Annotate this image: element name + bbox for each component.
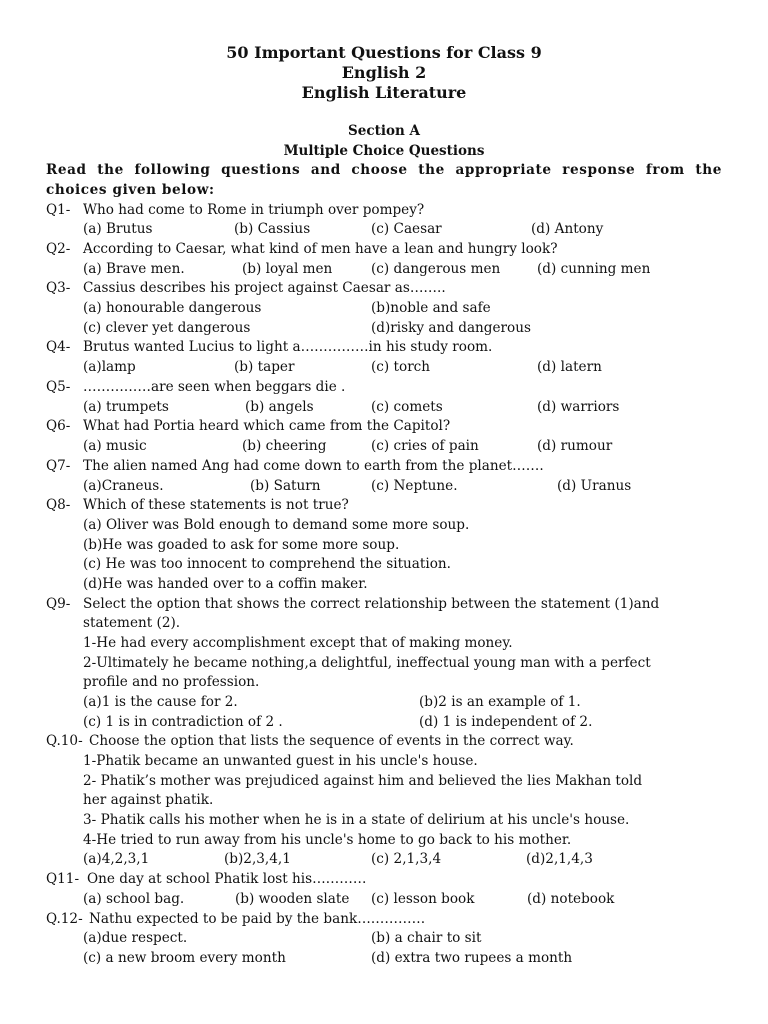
option: (a) Oliver was Bold enough to demand some more soup. (83, 517, 470, 533)
question-text: Which of these statements is not true? (83, 497, 349, 513)
option: (d)risky and dangerous (371, 320, 531, 336)
option: (c) lesson book (371, 891, 475, 907)
option: (b) angels (245, 399, 314, 415)
option: (c) comets (371, 399, 443, 415)
question-text: Choose the option that lists the sequence of events in the correct way. (89, 733, 574, 749)
question-text: Cassius describes his project against Caesar as…….. (83, 280, 446, 296)
event: 4-He tried to run away from his uncle's home to go back to his mother. (83, 832, 572, 848)
option: (b)He was goaded to ask for some more soup. (83, 537, 400, 553)
option: (a) music (83, 438, 147, 454)
document-subject: English 2 (341, 63, 427, 82)
question-text-continued: statement (2). (83, 615, 181, 631)
option: (c) a new broom every month (83, 950, 286, 966)
option: (a)1 is the cause for 2. (83, 694, 238, 710)
option: (c) Caesar (371, 221, 442, 237)
event-continued: her against phatik. (83, 792, 214, 808)
option: (a) Brutus (83, 221, 153, 237)
event: 3- Phatik calls his mother when he is in a state of delirium at his uncle's house. (83, 812, 630, 828)
option: (b) loyal men (242, 261, 333, 277)
option: (c) Neptune. (371, 478, 458, 494)
question-number: Q5- (46, 379, 71, 395)
option: (d)2,1,4,3 (526, 851, 593, 867)
option: (d) cunning men (537, 261, 651, 277)
question-text: Select the option that shows the correct relationship between the statement (1)and (83, 596, 660, 612)
question-number: Q.12- (46, 911, 83, 927)
option: (b)noble and safe (371, 300, 491, 316)
statement: 2-Ultimately he became nothing,a delightful, ineffectual young man with a perfect (83, 655, 651, 671)
option: (b) cheering (242, 438, 327, 454)
question-number: Q6- (46, 418, 71, 434)
question-number: Q9- (46, 596, 71, 612)
question-text: According to Caesar, what kind of men have a lean and hungry look? (83, 241, 558, 257)
section-type: Multiple Choice Questions (283, 143, 485, 159)
question-text: What had Portia heard which came from the Capitol? (83, 418, 451, 434)
statement-continued: profile and no profession. (83, 674, 260, 690)
option: (c) 2,1,3,4 (371, 851, 442, 867)
question-text: ……………are seen when beggars die . (83, 379, 346, 395)
question-text: Who had come to Rome in triumph over pompey? (83, 202, 425, 218)
statement: 1-He had every accomplishment except that of making money. (83, 635, 513, 651)
question-number: Q1- (46, 202, 71, 218)
option: (c) He was too innocent to comprehend the situation. (83, 556, 451, 572)
question-text: Brutus wanted Lucius to light a……………in his study room. (83, 339, 493, 355)
option: (b)2 is an example of 1. (419, 694, 581, 710)
question-number: Q11- (46, 871, 80, 887)
question-text: Nathu expected to be paid by the bank…………… (89, 911, 426, 927)
option: (d) 1 is independent of 2. (419, 714, 593, 730)
option: (b) wooden slate (235, 891, 350, 907)
instructions-line-1: Read the following questions and choose the appropriate response from the (46, 162, 722, 178)
instructions-line-2: choices given below: (46, 182, 215, 198)
option: (a) trumpets (83, 399, 169, 415)
question-text: The alien named Ang had come down to earth from the planet……. (83, 458, 544, 474)
option: (a) school bag. (83, 891, 185, 907)
event: 2- Phatik’s mother was prejudiced against him and believed the lies Makhan told (83, 773, 643, 789)
option: (a)4,2,3,1 (83, 851, 150, 867)
option: (a)due respect. (83, 930, 188, 946)
option: (c) torch (371, 359, 431, 375)
question-number: Q4- (46, 339, 71, 355)
option: (c) 1 is in contradiction of 2 . (83, 714, 283, 730)
option: (c) cries of pain (371, 438, 479, 454)
option: (c) dangerous men (371, 261, 501, 277)
event: 1-Phatik became an unwanted guest in his uncle's house. (83, 753, 478, 769)
option: (a)lamp (83, 359, 136, 375)
question-number: Q8- (46, 497, 71, 513)
question-text: One day at school Phatik lost his………… (87, 871, 367, 887)
option: (d) warriors (537, 399, 620, 415)
option: (a)Craneus. (83, 478, 164, 494)
option: (b)2,3,4,1 (224, 851, 291, 867)
document-subtitle: English Literature (301, 83, 467, 102)
question-number: Q.10- (46, 733, 83, 749)
option: (b) Cassius (234, 221, 311, 237)
option: (d) rumour (537, 438, 613, 454)
option: (b) taper (234, 359, 295, 375)
option: (a) Brave men. (83, 261, 185, 277)
option: (d)He was handed over to a coffin maker. (83, 576, 368, 592)
document-title: 50 Important Questions for Class 9 (226, 43, 542, 62)
question-number: Q2- (46, 241, 71, 257)
option: (b) a chair to sit (371, 930, 482, 946)
option: (b) Saturn (250, 478, 321, 494)
option: (d) latern (537, 359, 602, 375)
section-heading: Section A (348, 123, 420, 139)
question-number: Q7- (46, 458, 71, 474)
option: (a) honourable dangerous (83, 300, 262, 316)
option: (d) extra two rupees a month (371, 950, 573, 966)
option: (d) Uranus (557, 478, 632, 494)
question-number: Q3- (46, 280, 71, 296)
option: (d) Antony (531, 221, 604, 237)
option: (c) clever yet dangerous (83, 320, 251, 336)
option: (d) notebook (527, 891, 615, 907)
